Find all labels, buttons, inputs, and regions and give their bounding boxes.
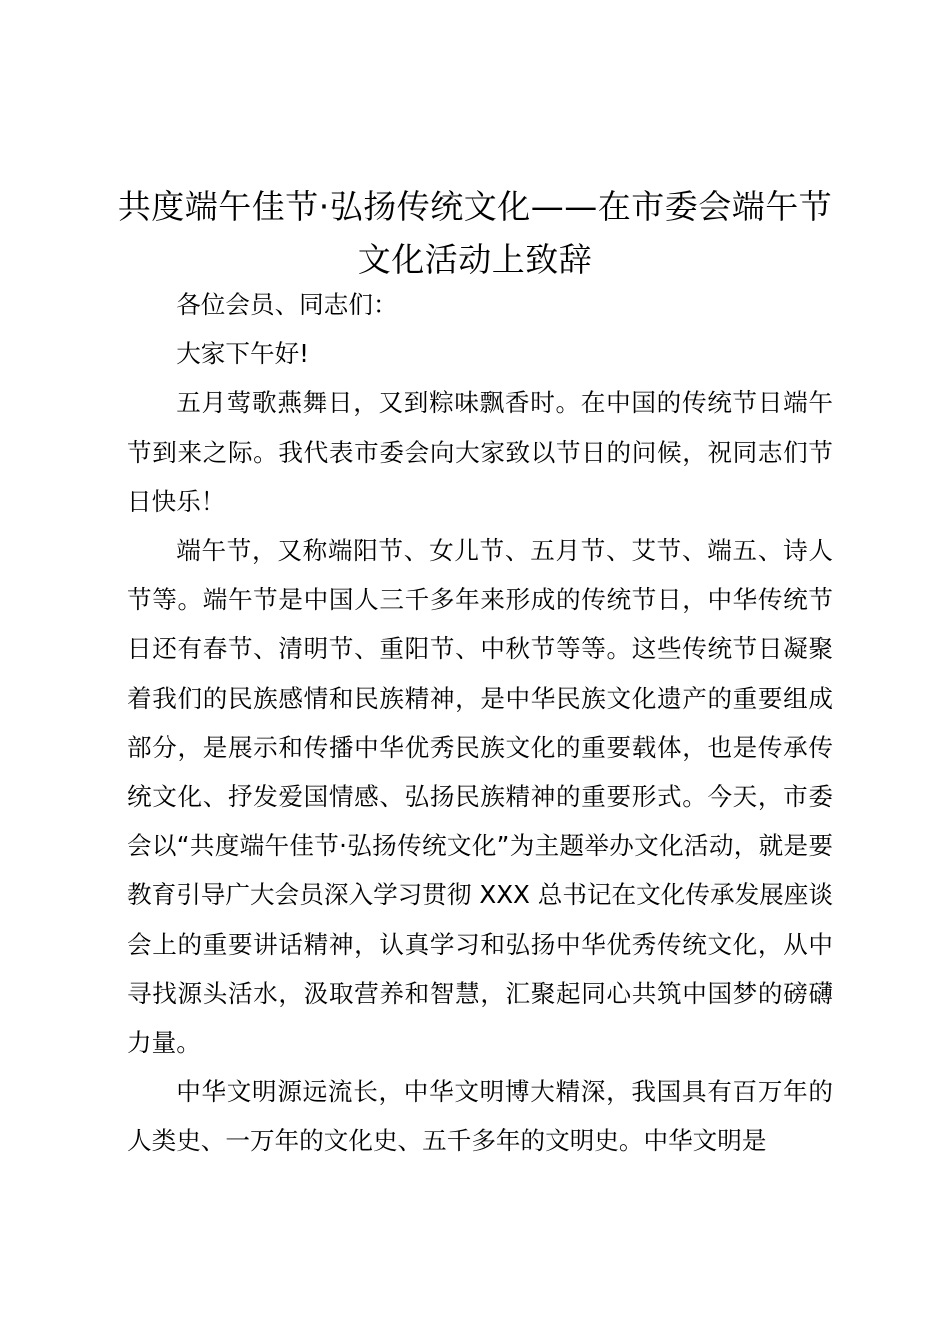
paragraph: 五月莺歌燕舞日，又到粽味飘香时。在中国的传统节日端午节到来之际。我代表市委会向大家致以节日的问候，祝同志们节日快乐！ bbox=[127, 388, 833, 516]
paragraph-salutation: 各位会员、同志们： bbox=[176, 290, 398, 319]
document-body bbox=[127, 280, 833, 1166]
paragraph: 端午节，又称端阳节、女儿节、五月节、艾节、端五、诗人节等。端午节是中国人三千多年来形成的传统节日，中华传统节日还有春节、清明节、重阳节、中秋节等等。这些传统节日凝聚着我们的民族感情和民族精神，是中华民族文化遗产的重要组成部分，是展示和传播中华优秀民族文化的重要载体，也是传承传统文化、抒发爱国情感、弘扬民族精神的重要形式。今天，市委会以“共度端午佳节·弘扬传统文化”为主题举办文化活动，就是要教育引导广大会员深入学习贯彻 XXX 总书记在文化传承发展座谈会上的重要讲话精神，认真学习和弘扬中华优秀传统文化，从中寻找源头活水，汲取营养和智慧，汇聚起同心共筑中国梦的磅礴力量。 bbox=[127, 536, 833, 1058]
paragraph: 中华文明源远流长，中华文明博大精深，我国具有百万年的人类史、一万年的文化史、五千多年的文明史。中华文明是 bbox=[127, 1077, 833, 1156]
paragraph-greeting: 大家下午好! bbox=[176, 339, 310, 369]
document-title: 共度端午佳节·弘扬传统文化——在市委会端午节文化活动上致辞 bbox=[117, 187, 833, 279]
